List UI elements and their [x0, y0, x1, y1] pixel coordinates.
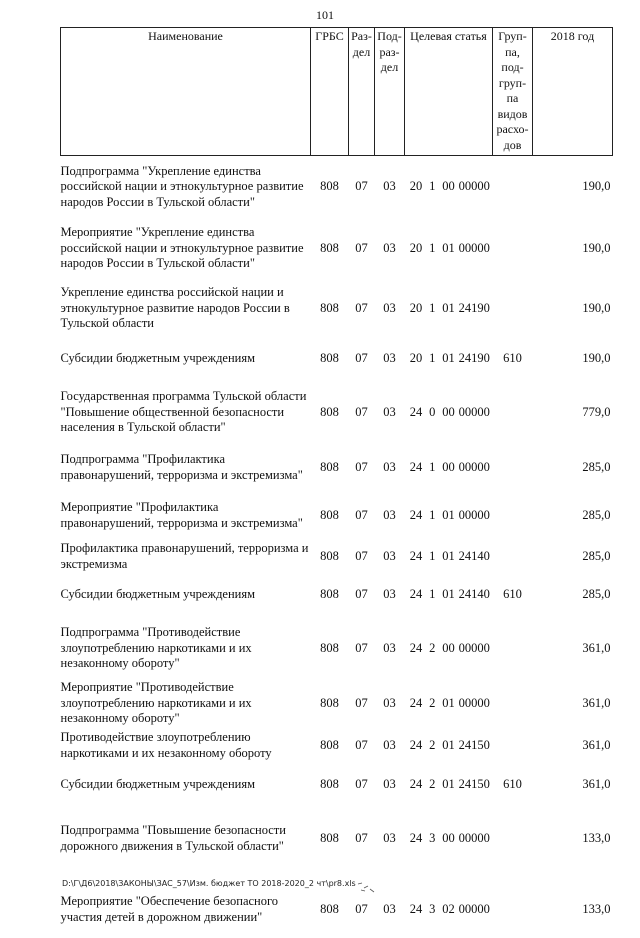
row-spacer	[61, 338, 613, 346]
row-amount: 285,0	[582, 459, 611, 474]
row-razdel: 07	[355, 350, 368, 365]
row-razdel: 07	[355, 737, 368, 752]
row-expense-group: 610	[503, 776, 522, 791]
header-grbs: ГРБС	[311, 28, 349, 156]
file-path-footer: D:\Г\Д6\2018\ЗАКОНЫ\ЗАС_57\Изм. бюджет ТО 2018-2020_2 чт\pr8.xls	[62, 879, 356, 888]
table-row	[61, 810, 613, 868]
cs-subprogram: 3	[429, 830, 436, 845]
cs-measure: 01	[442, 350, 455, 365]
row-razdel: 07	[355, 404, 368, 419]
cs-program: 24	[409, 640, 423, 655]
row-expense-group	[493, 540, 533, 574]
cs-measure: 01	[442, 240, 455, 255]
cs-measure: 00	[442, 459, 455, 474]
cs-subprogram: 2	[429, 695, 436, 710]
row-target-item	[405, 218, 493, 280]
row-name: Подпрограмма "Профилактика правонарушений, терроризма и экстремизма"	[60, 452, 303, 482]
row-podrazdel: 03	[383, 830, 396, 845]
row-amount: 285,0	[582, 507, 611, 522]
cs-program: 24	[409, 695, 423, 710]
cs-measure: 00	[442, 179, 455, 193]
table-row	[61, 218, 613, 280]
table-row	[61, 444, 613, 492]
cs-program: 20	[409, 350, 423, 365]
cs-subprogram: 1	[429, 586, 436, 601]
row-razdel: 07	[355, 901, 368, 916]
row-razdel: 07	[355, 695, 368, 710]
table-row	[61, 882, 613, 938]
cs-direction: 00000	[458, 507, 490, 522]
row-name: Мероприятие "Укрепление единства российской нации и этнокультурное развитие народов России в Тульской области"	[60, 225, 304, 271]
row-name: Субсидии бюджетным учреждениям	[60, 586, 256, 601]
cs-direction: 00000	[458, 640, 490, 655]
row-name: Подпрограмма "Противодействие злоупотреблению наркотиками и их незаконному обороту"	[60, 625, 252, 671]
cs-program: 24	[409, 548, 423, 563]
cs-subprogram: 2	[429, 737, 436, 752]
cs-direction: 00000	[458, 240, 490, 255]
cs-measure: 01	[442, 695, 455, 710]
table-header-row	[61, 28, 613, 156]
row-podrazdel: 03	[383, 901, 396, 916]
table-row	[61, 772, 613, 798]
cs-measure: 01	[442, 507, 455, 522]
header-razdel: Раз- дел	[349, 28, 375, 156]
row-amount: 190,0	[582, 179, 611, 193]
row-grbs: 808	[320, 350, 339, 365]
row-expense-group	[493, 156, 533, 218]
row-grbs: 808	[320, 830, 339, 845]
row-target-item	[405, 346, 493, 372]
cs-measure: 00	[442, 404, 455, 419]
cs-subprogram: 1	[429, 350, 436, 365]
table-row	[61, 382, 613, 444]
cs-subprogram: 0	[429, 404, 436, 419]
row-name: Субсидии бюджетным учреждениям	[60, 776, 256, 791]
cs-direction: 24150	[458, 737, 490, 752]
row-spacer	[61, 372, 613, 382]
row-amount: 361,0	[582, 640, 611, 655]
row-razdel: 07	[355, 586, 368, 601]
row-name: Подпрограмма "Повышение безопасности дорожного движения в Тульской области"	[60, 823, 286, 853]
cs-subprogram: 1	[429, 548, 436, 563]
cs-subprogram: 1	[429, 507, 436, 522]
row-expense-group	[493, 218, 533, 280]
row-grbs: 808	[320, 459, 339, 474]
row-amount: 190,0	[582, 240, 611, 255]
cs-program: 20	[409, 300, 423, 315]
row-name: Мероприятие "Противодействие злоупотреблению наркотиками и их незаконному обороту"	[60, 680, 252, 726]
row-podrazdel: 03	[383, 695, 396, 710]
row-spacer	[61, 798, 613, 810]
cs-subprogram: 1	[429, 300, 436, 315]
row-razdel: 07	[355, 240, 368, 255]
row-grbs: 808	[320, 776, 339, 791]
header-target-item: Целевая статья	[405, 28, 493, 156]
row-grbs: 808	[320, 737, 339, 752]
row-amount: 361,0	[582, 695, 611, 710]
row-grbs: 808	[320, 695, 339, 710]
row-name: Укрепление единства российской нации и этнокультурное развитие народов России в Тульской области	[60, 285, 290, 331]
row-amount: 285,0	[582, 548, 611, 563]
row-expense-group	[493, 728, 533, 764]
row-grbs: 808	[320, 300, 339, 315]
table-row	[61, 280, 613, 338]
row-grbs: 808	[320, 240, 339, 255]
row-podrazdel: 03	[383, 548, 396, 563]
row-amount: 133,0	[582, 901, 611, 916]
row-amount: 361,0	[582, 776, 611, 791]
row-name: Государственная программа Тульской области "Повышение общественной безопасности населения в Тульской области"	[60, 389, 307, 435]
row-target-item	[405, 810, 493, 868]
row-target-item	[405, 728, 493, 764]
cs-measure: 02	[442, 901, 455, 916]
row-razdel: 07	[355, 507, 368, 522]
row-name: Мероприятие "Обеспечение безопасного участия детей в дорожном движении"	[60, 894, 279, 924]
row-razdel: 07	[355, 640, 368, 655]
row-amount: 190,0	[582, 300, 611, 315]
row-podrazdel: 03	[383, 737, 396, 752]
row-target-item	[405, 280, 493, 338]
cs-direction: 24140	[458, 548, 490, 563]
row-razdel: 07	[355, 179, 368, 193]
row-razdel: 07	[355, 300, 368, 315]
cs-direction: 24150	[458, 776, 490, 791]
cs-program: 24	[409, 507, 423, 522]
cs-subprogram: 1	[429, 459, 436, 474]
page-number: 101	[316, 8, 334, 22]
table-body	[61, 156, 613, 938]
row-target-item	[405, 382, 493, 444]
row-spacer	[61, 574, 613, 582]
row-amount: 190,0	[582, 350, 611, 365]
cs-program: 24	[409, 901, 423, 916]
cs-program: 20	[409, 240, 423, 255]
table-row	[61, 680, 613, 728]
row-name: Мероприятие "Профилактика правонарушений, терроризма и экстремизма"	[60, 500, 303, 530]
cs-program: 20	[409, 179, 423, 193]
cs-direction: 24140	[458, 586, 490, 601]
cs-subprogram: 2	[429, 776, 436, 791]
cs-subprogram: 1	[429, 179, 436, 193]
cs-direction: 24190	[458, 350, 490, 365]
row-name: Субсидии бюджетным учреждениям	[60, 350, 256, 365]
row-amount: 361,0	[582, 737, 611, 752]
row-razdel: 07	[355, 548, 368, 563]
row-podrazdel: 03	[383, 459, 396, 474]
row-target-item	[405, 444, 493, 492]
row-expense-group	[493, 618, 533, 680]
row-target-item	[405, 156, 493, 218]
row-grbs: 808	[320, 179, 339, 193]
cs-subprogram: 2	[429, 640, 436, 655]
scan-mark-icon	[356, 880, 376, 894]
row-grbs: 808	[320, 507, 339, 522]
row-expense-group	[493, 680, 533, 728]
row-grbs: 808	[320, 404, 339, 419]
cs-measure: 01	[442, 548, 455, 563]
row-target-item	[405, 882, 493, 938]
row-expense-group: 610	[503, 586, 522, 601]
row-razdel: 07	[355, 830, 368, 845]
row-target-item	[405, 772, 493, 798]
row-podrazdel: 03	[383, 640, 396, 655]
row-podrazdel: 03	[383, 179, 396, 193]
cs-direction: 00000	[458, 179, 490, 193]
row-expense-group	[493, 882, 533, 938]
row-razdel: 07	[355, 776, 368, 791]
cs-program: 24	[409, 830, 423, 845]
cs-direction: 00000	[458, 459, 490, 474]
header-podrazdel: Под- раз- дел	[375, 28, 405, 156]
header-name: Наименование	[61, 28, 311, 156]
cs-measure: 01	[442, 300, 455, 315]
row-expense-group	[493, 444, 533, 492]
cs-program: 24	[409, 776, 423, 791]
row-grbs: 808	[320, 640, 339, 655]
cs-direction: 00000	[458, 695, 490, 710]
row-target-item	[405, 492, 493, 540]
table-row	[61, 346, 613, 372]
cs-subprogram: 1	[429, 240, 436, 255]
row-amount: 779,0	[582, 404, 611, 419]
row-expense-group	[493, 492, 533, 540]
row-podrazdel: 03	[383, 776, 396, 791]
row-expense-group	[493, 810, 533, 868]
row-spacer	[61, 608, 613, 618]
row-expense-group	[493, 280, 533, 338]
row-name: Противодействие злоупотреблению наркотиками и их незаконному обороту	[60, 730, 272, 760]
cs-measure: 00	[442, 830, 455, 845]
row-amount: 285,0	[582, 586, 611, 601]
table-row	[61, 540, 613, 574]
row-amount: 133,0	[582, 830, 611, 845]
row-podrazdel: 03	[383, 507, 396, 522]
cs-program: 24	[409, 459, 423, 474]
budget-table	[60, 27, 613, 938]
cs-program: 24	[409, 586, 423, 601]
cs-direction: 24190	[458, 300, 490, 315]
row-podrazdel: 03	[383, 240, 396, 255]
row-podrazdel: 03	[383, 350, 396, 365]
row-expense-group: 610	[503, 350, 522, 365]
row-grbs: 808	[320, 548, 339, 563]
cs-measure: 00	[442, 640, 455, 655]
row-name: Подпрограмма "Укрепление единства российской нации и этнокультурное развитие народов России в Тульской области"	[60, 163, 304, 209]
table-row	[61, 618, 613, 680]
cs-program: 24	[409, 404, 423, 419]
row-grbs: 808	[320, 586, 339, 601]
table-row	[61, 492, 613, 540]
row-target-item	[405, 540, 493, 574]
table-row	[61, 582, 613, 608]
cs-subprogram: 3	[429, 901, 436, 916]
row-target-item	[405, 582, 493, 608]
table-row	[61, 156, 613, 218]
row-razdel: 07	[355, 459, 368, 474]
cs-measure: 01	[442, 776, 455, 791]
cs-direction: 00000	[458, 901, 490, 916]
cs-measure: 01	[442, 737, 455, 752]
header-expense-group: Груп- па, под- груп- па видов расхо- дов	[493, 28, 533, 156]
row-spacer	[61, 764, 613, 772]
row-target-item	[405, 680, 493, 728]
table-row	[61, 728, 613, 764]
row-podrazdel: 03	[383, 300, 396, 315]
header-year-2018: 2018 год	[533, 28, 613, 156]
cs-direction: 00000	[458, 404, 490, 419]
cs-program: 24	[409, 737, 423, 752]
cs-measure: 01	[442, 586, 455, 601]
row-name: Профилактика правонарушений, терроризма и экстремизма	[60, 541, 309, 571]
row-grbs: 808	[320, 901, 339, 916]
row-target-item	[405, 618, 493, 680]
row-podrazdel: 03	[383, 586, 396, 601]
row-expense-group	[493, 382, 533, 444]
row-podrazdel: 03	[383, 404, 396, 419]
cs-direction: 00000	[458, 830, 490, 845]
